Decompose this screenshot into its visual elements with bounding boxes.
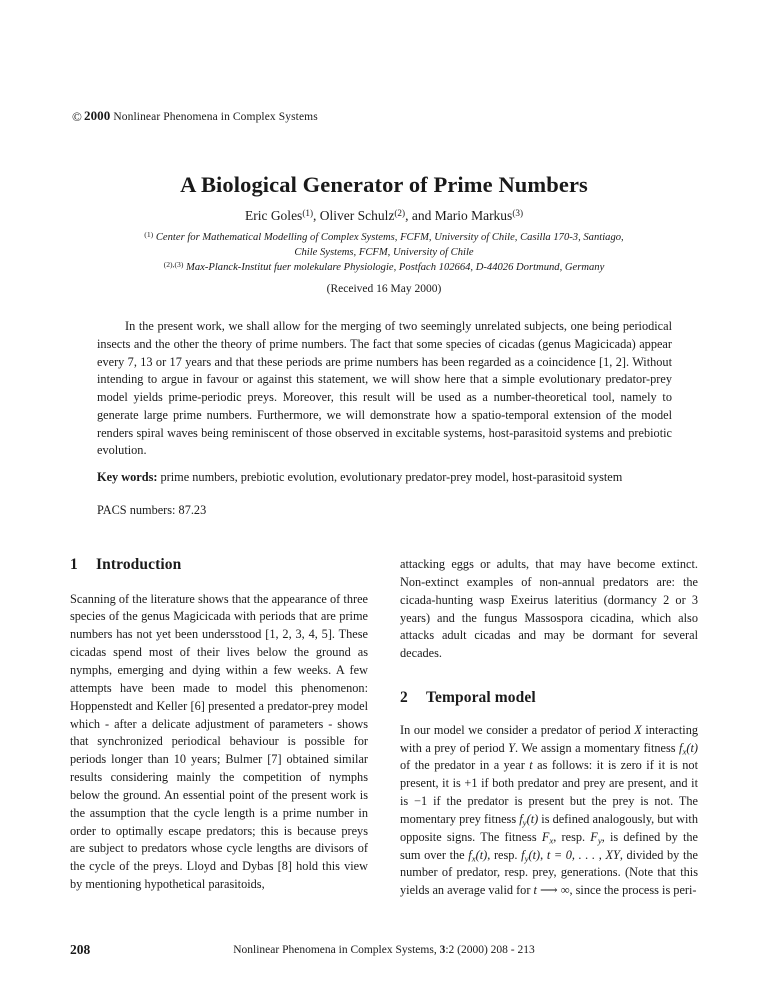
math-f-y: f (519, 811, 523, 826)
temporal-model-paragraph (400, 722, 698, 900)
math-f-x-2: f (468, 847, 472, 862)
tm-text-12: , since the process is peri- (569, 883, 697, 898)
author-3-affiliation-marker: (3) (512, 208, 524, 219)
author-2-affiliation-marker: (2) (394, 208, 406, 219)
tm-text-3: . We assign a momentary fitness (515, 740, 680, 755)
section-title-1: Introduction (96, 556, 182, 573)
math-F-x: F (541, 829, 550, 844)
math-f-x-2-argument: (t) (475, 847, 488, 862)
math-t-limit: t ⟶ ∞ (533, 883, 570, 898)
section-heading-temporal-model (400, 689, 698, 708)
math-f-x: f (679, 740, 683, 755)
tm-text-7: , resp. (553, 829, 591, 844)
author-2-name: Oliver Schulz (319, 208, 395, 223)
tm-text-6: is defined analogously, but with opposite signs. The fitness (400, 811, 698, 844)
author-list (0, 208, 768, 224)
abstract-text: In the present work, we shall allow for the merging of two seemingly unrelated subjects, one being periodical insects and the other the theory of prime numbers. The fact that some species of cicadas (genus Magicicada) appear every 7, 13 or 17 years and that these periods are prime numbers has been regarded as a coincidence [1, 2]. Without intending to argue in favour or against this statement, we will show here that a simple evolutionary predator-prey model yields prime-periodic preys. Moreover, this result will be used as a number-theoretical tool, namely to generate large prime numbers. Furthermore, we will demonstrate how a spatio-temporal extension of the model renders spiral waves being reminiscent of those observed in excitable systems, host-parasitoid systems and prebiotic evolution. (97, 319, 672, 458)
abstract-block (97, 318, 672, 520)
math-t-range: t = 0, . . . , XY (546, 847, 620, 862)
column-right (400, 556, 698, 900)
math-F-x-subscript: x (549, 835, 554, 846)
keywords-line (97, 469, 672, 487)
pacs-numbers: PACS numbers: 87.23 (97, 502, 207, 517)
affiliation-2 (40, 261, 728, 276)
tm-text-9: , resp. (487, 847, 522, 862)
author-1-affiliation-marker: (1) (302, 208, 314, 219)
received-date: (Received 16 May 2000) (326, 283, 442, 295)
math-f-y-argument: (t) (526, 811, 539, 826)
math-f-x-subscript: x (682, 745, 687, 756)
math-f-x-argument: (t) (686, 740, 698, 755)
footer-volume: 3 (439, 944, 446, 956)
author-1-name: Eric Goles (244, 208, 303, 223)
author-separator-1: , (313, 208, 320, 223)
affiliation-block (40, 231, 728, 275)
math-F-y-subscript: y (597, 835, 602, 846)
author-3-name: Mario Markus (434, 208, 513, 223)
affiliation-1 (40, 231, 728, 246)
page-footer (70, 942, 698, 962)
journal-name: Nonlinear Phenomena in Complex Systems (113, 111, 318, 123)
tm-text-10: , (540, 847, 547, 862)
math-Y: Y (508, 740, 515, 755)
footer-citation (70, 944, 698, 956)
section-number-1: 1 (70, 556, 78, 573)
keywords-text: prime numbers, prebiotic evolution, evolutionary predator-prey model, host-parasitoid system (157, 470, 623, 485)
author-separator-2: , and (405, 208, 435, 223)
body-columns (70, 556, 698, 916)
page-title: A Biological Generator of Prime Numbers (180, 172, 588, 197)
introduction-paragraph-continued: attacking eggs or adults, that may have become extinct. Non-extinct examples of non-annual predators are: the cicada-hunting wasp Exeirus lateritius (dormancy 2 or 3 years) and the fungus Massospora cicadina, which also attacks adult cicadas and may be dormant for several decades. (400, 557, 698, 661)
page-number: 208 (70, 942, 91, 957)
math-F-y: F (590, 829, 598, 844)
footer-journal-name: Nonlinear Phenomena in Complex Systems, (233, 944, 440, 956)
tm-text-5: as follows: it is zero if it is not present, it is +1 if both predator and prey are present, and it is −1 if the predator is present but the prey is not. The momentary prey fitness (400, 758, 698, 826)
affiliation-1-text: Center for Mathematical Modelling of Complex Systems, FCFM, University of Chile, Casilla 170-3, Santiago, (155, 232, 624, 243)
math-X: X (634, 722, 642, 737)
section-title-2: Temporal model (426, 689, 536, 707)
affiliation-1-marker: (1) (144, 229, 154, 239)
tm-text-2: interacting with a prey of period (400, 722, 699, 755)
math-t: t (529, 758, 533, 773)
keywords-label: Key words: (97, 470, 158, 485)
column-left (70, 556, 368, 894)
tm-text-1: In our model we consider a predator of period (400, 722, 635, 737)
copyright-year: 2000 (83, 108, 111, 123)
tm-text-11: , divided by the number of predator, resp. prey, generations. (Note that this yields an average valid for (400, 847, 698, 898)
tm-text-4: of the predator in a year (400, 758, 530, 773)
math-f-y-2-argument: (t) (528, 847, 541, 862)
math-f-y-2: f (521, 847, 525, 862)
footer-issue-pages: :2 (2000) 208 - 213 (445, 944, 535, 956)
section-heading-introduction (70, 556, 368, 575)
math-f-x-2-subscript: x (471, 853, 476, 864)
section-number-2: 2 (400, 689, 408, 707)
tm-text-8: , is defined by the sum over the (400, 829, 698, 862)
journal-header-line (72, 108, 318, 125)
math-f-y-subscript: y (522, 817, 527, 828)
affiliation-2-marker: (2),(3) (163, 259, 184, 269)
math-f-y-2-subscript: y (524, 853, 529, 864)
copyright-icon: © (72, 109, 82, 124)
introduction-paragraph: Scanning of the literature shows that the appearance of three species of the genus Magicicada with periods that are prime numbers has not yet been undersstood [1, 2, 3, 4, 5]. These cicadas spend most of their lives below the ground as nymphs, emerging and dying within a few weeks. A few attempts have been made to model this phenomenon: Hoppenstedt and Keller [6] presented a predator-prey model which - after a delicate adjustment of parameters - shows that synchronized periodical behaviour is possible for periods longer than 10 years; Bulmer [7] obtained similar results considering mainly the competition of nymphs below the ground. An essential point of the present work is the assumption that the cycle length is a prime number in order to optimally escape predators; this is because preys are subject to predators whose cycle lengths are divisors of the cycle of the preys. Lloyd and Dybas [8] hold this view by mentioning hypothetical parasitoids, (70, 591, 368, 892)
affiliation-1-continued: Chile Systems, FCFM, University of Chile (294, 246, 474, 258)
affiliation-2-text: Max-Planck-Institut fuer molekulare Physiologie, Postfach 102664, D-44026 Dortmund, Germany (186, 261, 605, 273)
